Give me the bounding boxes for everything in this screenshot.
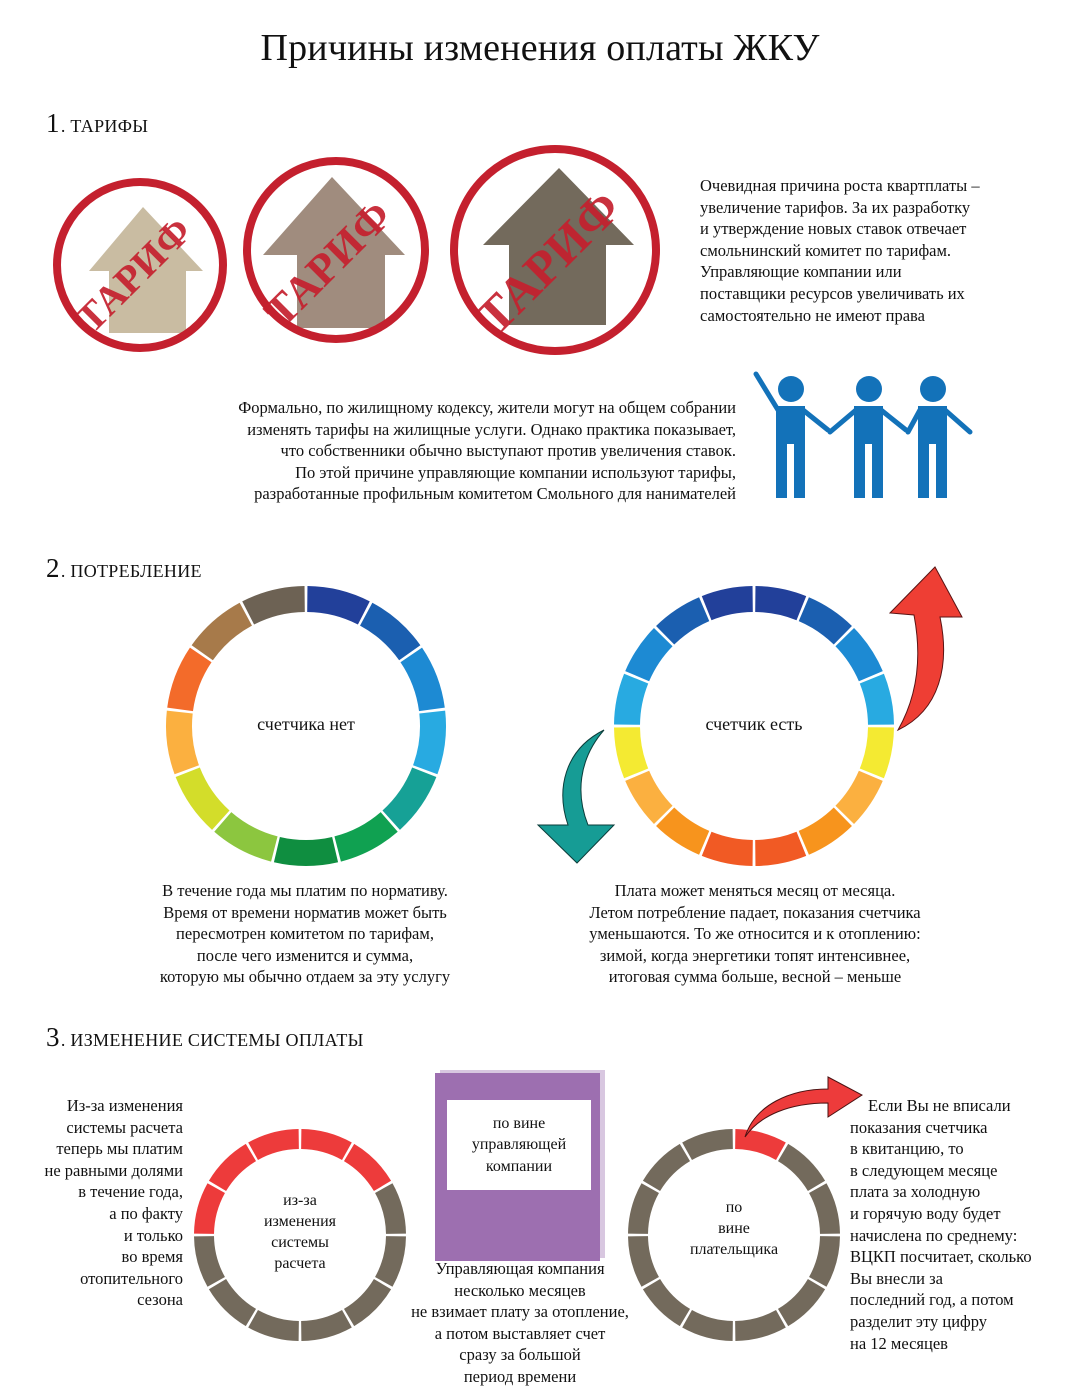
ring-meter-label: счетчик есть: [705, 714, 803, 734]
text-line: сразу за большой: [459, 1345, 581, 1365]
ring-segment: [755, 586, 806, 620]
text-line: самостоятельно не имеют права: [700, 305, 925, 325]
ring-segment: [307, 586, 370, 625]
ring-segment: [166, 711, 199, 775]
no-meter-explanation: [100, 880, 510, 988]
text-line: в квитанцию, то: [850, 1139, 964, 1159]
ring-segment: [799, 597, 852, 644]
ring-segment: [628, 1183, 659, 1234]
ring-segment: [334, 812, 397, 861]
text-line: Летом потребление падает, показания счетчика: [589, 902, 921, 922]
residents-explanation: [100, 397, 736, 505]
system-change-explanation: [10, 1095, 183, 1311]
text-line: показания счетчика: [850, 1117, 988, 1137]
ring-segment: [194, 1236, 225, 1287]
ring-segment: [167, 648, 211, 711]
book-label: [447, 1100, 591, 1190]
section-2-number: 2: [46, 553, 60, 583]
text-line: компании: [485, 1157, 553, 1175]
ring-segment: [192, 603, 252, 661]
tariff-stamp-small: [57, 182, 223, 348]
text-line: Управляющая компания: [435, 1259, 605, 1278]
ring-segment: [799, 807, 852, 854]
ring-segment: [176, 768, 230, 830]
arrow-up-icon: [880, 565, 990, 735]
text-line: начислена по среднему:: [850, 1225, 1018, 1245]
text-line: плательщика: [689, 1241, 779, 1258]
ring-segment: [375, 1183, 406, 1234]
text-line: после чего изменится и сумма,: [196, 945, 414, 965]
text-line: расчета: [274, 1255, 326, 1272]
meter-explanation: [530, 880, 980, 988]
ring-segment: [643, 1144, 690, 1191]
section-1-label: . ТАРИФЫ: [60, 116, 149, 136]
section-1-number: 1: [46, 108, 60, 138]
text-line: период времени: [463, 1366, 577, 1386]
ring-segment: [778, 1279, 825, 1326]
text-line: итоговая сумма больше, весной – меньше: [608, 967, 902, 987]
ring-segment: [382, 768, 436, 830]
text-line: Из-за изменения: [66, 1096, 183, 1115]
text-line: в течение года,: [78, 1182, 183, 1202]
section-3-number: 3: [46, 1022, 60, 1052]
text-line: вине: [718, 1220, 750, 1237]
tariff-stamp-medium: [247, 161, 425, 339]
text-line: Очевидная причина роста квартплаты –: [700, 176, 980, 195]
text-line: уменьшаются. То же относится и к отоплению:: [589, 924, 921, 944]
ring-segment: [735, 1310, 786, 1341]
text-line: сезона: [137, 1290, 183, 1310]
ring-segment: [643, 1279, 690, 1326]
text-line: управляющей: [471, 1136, 567, 1154]
tariff-stamp-word: ТАРИФ: [464, 178, 632, 346]
text-line: во время: [121, 1247, 183, 1267]
text-line: Время от времени норматив может быть: [163, 902, 447, 922]
tariff-explanation: [700, 175, 1060, 326]
ring-segment: [194, 1183, 225, 1234]
arrow-down-icon: [534, 725, 644, 895]
ring-segment: [809, 1183, 840, 1234]
ring-segment: [628, 1236, 659, 1287]
ring-segment: [214, 812, 277, 861]
ring-segment: [344, 1144, 391, 1191]
ring-segment: [835, 771, 882, 824]
ring-no-meter-label: счетчика нет: [257, 714, 355, 734]
ring-segment: [809, 1236, 840, 1287]
text-line: системы: [271, 1234, 329, 1251]
text-line: По этой причине управляющие компании используют тарифы,: [295, 462, 736, 482]
ring-segment: [301, 1129, 352, 1160]
text-line: разделит эту цифру: [850, 1311, 987, 1331]
ring-segment: [625, 628, 672, 681]
section-3-heading: [46, 1022, 364, 1053]
tariff-stamp-word: ТАРИФ: [66, 207, 201, 342]
text-line: Формально, по жилищному кодексу, жители могут на общем собрании: [238, 398, 736, 417]
text-line: по вине: [492, 1114, 546, 1132]
text-line: которую мы обычно отдаем за эту услугу: [159, 967, 451, 987]
text-line: Плата может меняться месяц от месяца.: [614, 881, 896, 900]
text-line: на 12 месяцев: [850, 1333, 948, 1353]
ring-segment: [682, 1310, 733, 1341]
text-line: отопительного: [80, 1268, 183, 1288]
text-line: пересмотрен комитетом по тарифам,: [176, 924, 434, 944]
page-title: Причины изменения оплаты ЖКУ: [260, 27, 820, 69]
text-line: смольнинский комитет по тарифам.: [700, 240, 952, 260]
ring-payer-label: [674, 1197, 794, 1260]
ring-segment: [413, 711, 446, 775]
text-line: что собственники обычно выступают против увеличения ставок.: [280, 441, 736, 461]
text-line: из-за: [283, 1192, 317, 1209]
ring-segment: [248, 1310, 299, 1341]
ring-segment: [209, 1144, 256, 1191]
ring-segment: [209, 1279, 256, 1326]
section-2-label: . ПОТРЕБЛЕНИЕ: [60, 561, 202, 581]
text-line: Управляющие компании или: [700, 262, 902, 282]
ring-segment: [835, 628, 882, 681]
text-line: разработанные профильным комитетом Смольного для нанимателей: [254, 484, 736, 504]
ring-segment: [614, 674, 648, 725]
text-line: не взимает плату за отопление,: [411, 1302, 629, 1322]
section-3-label: . ИЗМЕНЕНИЕ СИСТЕМЫ ОПЛАТЫ: [60, 1030, 364, 1050]
ring-segment: [656, 807, 709, 854]
text-line: зимой, когда энергетики топят интенсивнее,: [599, 945, 911, 965]
ring-segment: [778, 1144, 825, 1191]
text-line: в следующем месяце: [850, 1160, 998, 1180]
text-line: ВЦКП посчитает, сколько: [850, 1247, 1032, 1267]
text-line: теперь мы платим: [56, 1139, 183, 1159]
ring-segment: [360, 603, 420, 661]
text-line: В течение года мы платим по нормативу.: [162, 881, 448, 900]
text-line: по: [725, 1199, 743, 1216]
payer-explanation: [850, 1095, 1065, 1354]
ring-segment: [242, 586, 305, 625]
tariff-stamp-word: ТАРИФ: [254, 190, 401, 337]
tariff-stamp-large: [454, 149, 656, 351]
text-line: не равными долями: [44, 1160, 183, 1180]
text-line: а по факту: [109, 1203, 183, 1223]
ring-segment: [755, 832, 806, 866]
ring-segment: [682, 1129, 733, 1160]
text-line: последний год, а потом: [850, 1290, 1014, 1310]
text-line: изменения: [263, 1213, 337, 1230]
ring-segment: [248, 1129, 299, 1160]
ring-segment: [301, 1310, 352, 1341]
text-line: несколько месяцев: [454, 1280, 586, 1300]
ring-segment: [656, 597, 709, 644]
text-line: изменять тарифы на жилищные услуги. Однако практика показывает,: [247, 419, 736, 439]
text-line: поставщики ресурсов увеличивать их: [700, 283, 965, 303]
ring-segment: [274, 837, 338, 866]
ring-segment: [400, 648, 444, 711]
text-line: Вы внесли за: [850, 1268, 943, 1288]
ring-segment: [702, 586, 753, 620]
text-line: и утверждение новых ставок отвечает: [700, 219, 967, 239]
text-line: и только: [123, 1225, 183, 1245]
ring-system-change-label: [240, 1190, 360, 1274]
ring-segment: [702, 832, 753, 866]
text-line: системы расчета: [66, 1117, 183, 1137]
text-line: и горячую воду будет: [850, 1203, 1001, 1223]
text-line: плата за холодную: [850, 1182, 981, 1202]
text-line: а потом выставляет счет: [434, 1323, 606, 1343]
text-line: Если Вы не вписали: [868, 1096, 1011, 1115]
text-line: увеличение тарифов. За их разработку: [700, 197, 971, 217]
people-icon: [748, 368, 988, 508]
